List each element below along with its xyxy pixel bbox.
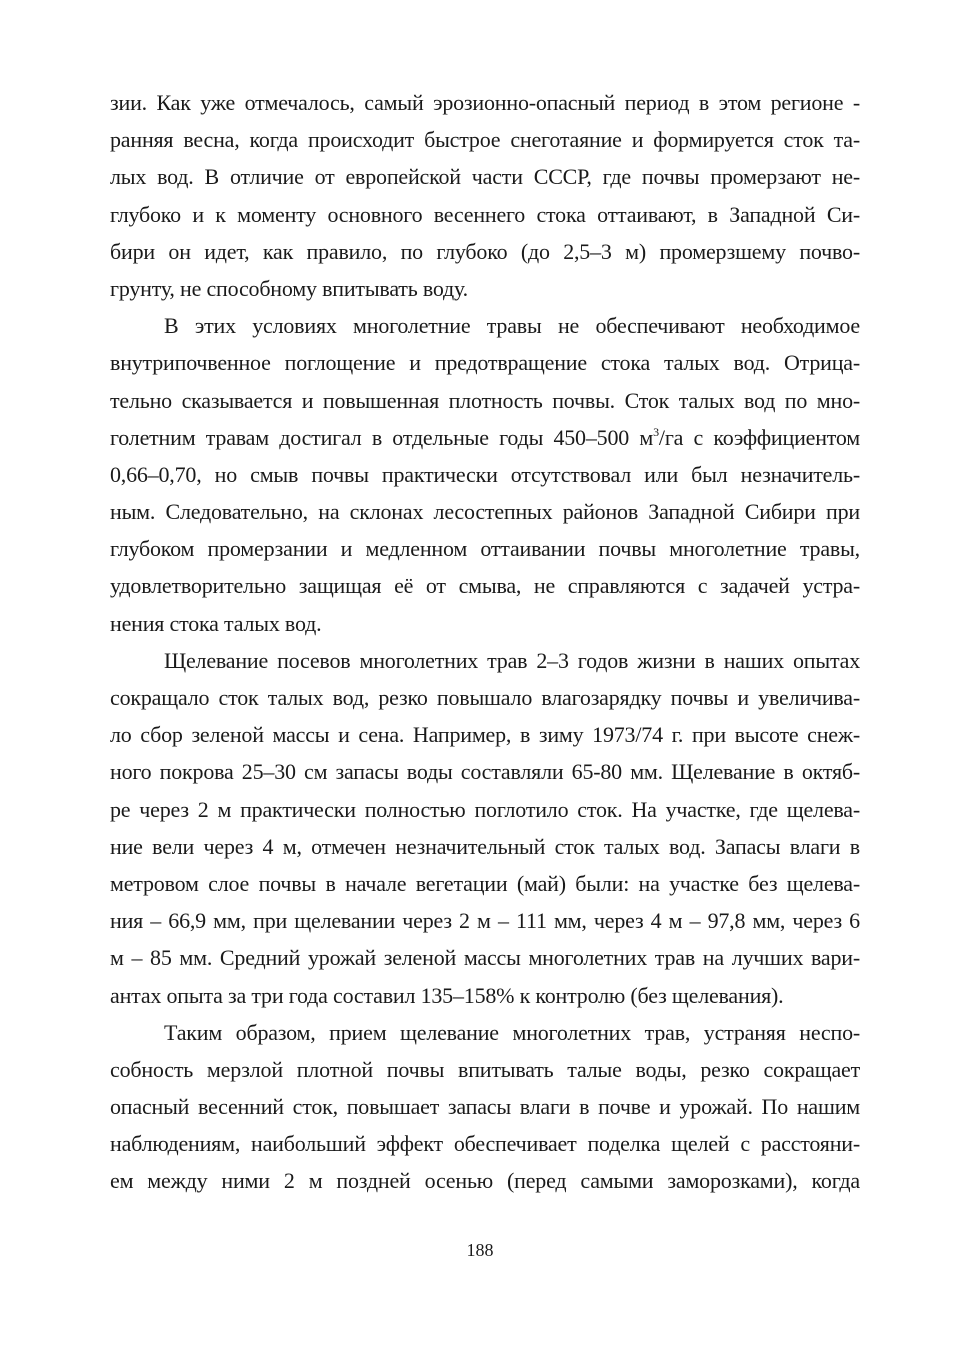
text-line: глубоком промерзании и медленном оттаивании почвы многолетние травы, <box>110 536 860 562</box>
text-line: ранняя весна, когда происходит быстрое снеготаяние и формируется сток та- <box>110 127 860 153</box>
text-line: собность мерзлой плотной почвы впитывать талые воды, резко сокращает <box>110 1056 860 1082</box>
text-line-with-superscript <box>110 419 860 456</box>
text-line: Щелевание посевов многолетних трав 2–3 годов жизни в наших опытах <box>164 647 860 673</box>
superscript: 3 <box>653 424 659 439</box>
text-line: зии. Как уже отмечалось, самый эрозионно-опасный период в этом регионе - <box>110 90 860 115</box>
text-line: ем между ними 2 м поздней осенью (перед самыми заморозками), когда <box>110 1168 860 1194</box>
text-line: антах опыта за три года составил 135–158% к контролю (без щелевания). <box>110 982 784 1008</box>
text-line: удовлетворительно защищая её от смыва, не справляются с задачей устра- <box>110 573 860 599</box>
text-line: 0,66–0,70, но смыв почвы практически отсутствовал или был незначитель- <box>110 461 860 487</box>
text-line: глубоко и к моменту основного весеннего стока оттаивают, в Западной Си- <box>110 201 860 227</box>
text-line: сокращало сток талых вод, резко повышало влагозарядку почвы и увеличива- <box>110 685 860 710</box>
text-fragment: /га с коэффициентом <box>658 424 860 450</box>
text-line: нения стока талых вод. <box>110 610 322 636</box>
text-line: м – 85 мм. Средний урожай зеленой массы многолетних трав на лучших вари- <box>110 945 860 971</box>
text-line: ным. Следовательно, на склонах лесостепных районов Западной Сибири при <box>110 499 860 525</box>
text-line: внутрипочвенное поглощение и предотвращение стока талых вод. Отрица- <box>110 350 860 376</box>
text-line: ние вели через 4 м, отмечен незначительный сток талых вод. Запасы влаги в <box>110 833 860 859</box>
text-line: тельно сказывается и повышенная плотность почвы. Сток талых вод по мно- <box>110 387 860 413</box>
text-line: опасный весенний сток, повышает запасы влаги в почве и урожай. По нашим <box>110 1094 860 1120</box>
text-fragment: голетним травам достигал в отдельные годы 450–500 м <box>110 424 654 450</box>
text-line: В этих условиях многолетние травы не обеспечивают необходимое <box>164 313 860 339</box>
text-line: ного покрова 25–30 см запасы воды составляли 65-80 мм. Щелевание в октяб- <box>110 759 860 785</box>
text-line: ния – 66,9 мм, при щелевании через 2 м – 111 мм, через 4 м – 97,8 мм, через 6 <box>110 908 860 934</box>
body-text <box>110 84 860 1200</box>
page-number: 188 <box>466 1240 494 1260</box>
text-line: ло сбор зеленой массы и сена. Например, в зиму 1973/74 г. при высоте снеж- <box>110 722 860 748</box>
text-line: грунту, не способному впитывать воду. <box>110 275 468 301</box>
text-line: Таким образом, прием щелевание многолетних трав, устраняя неспо- <box>164 1019 860 1045</box>
text-line: бири он идет, как правило, по глубоко (до 2,5–3 м) промерзшему почво- <box>110 238 860 264</box>
text-line: метровом слое почвы в начале вегетации (май) были: на участке без щелева- <box>110 870 860 896</box>
text-line: наблюдениям, наибольший эффект обеспечивает поделка щелей с расстояни- <box>110 1131 860 1157</box>
text-line: лых вод. В отличие от европейской части СССР, где почвы промерзают не- <box>110 164 860 190</box>
text-line: ре через 2 м практически полностью поглотило сток. На участке, где щелева- <box>110 796 860 822</box>
